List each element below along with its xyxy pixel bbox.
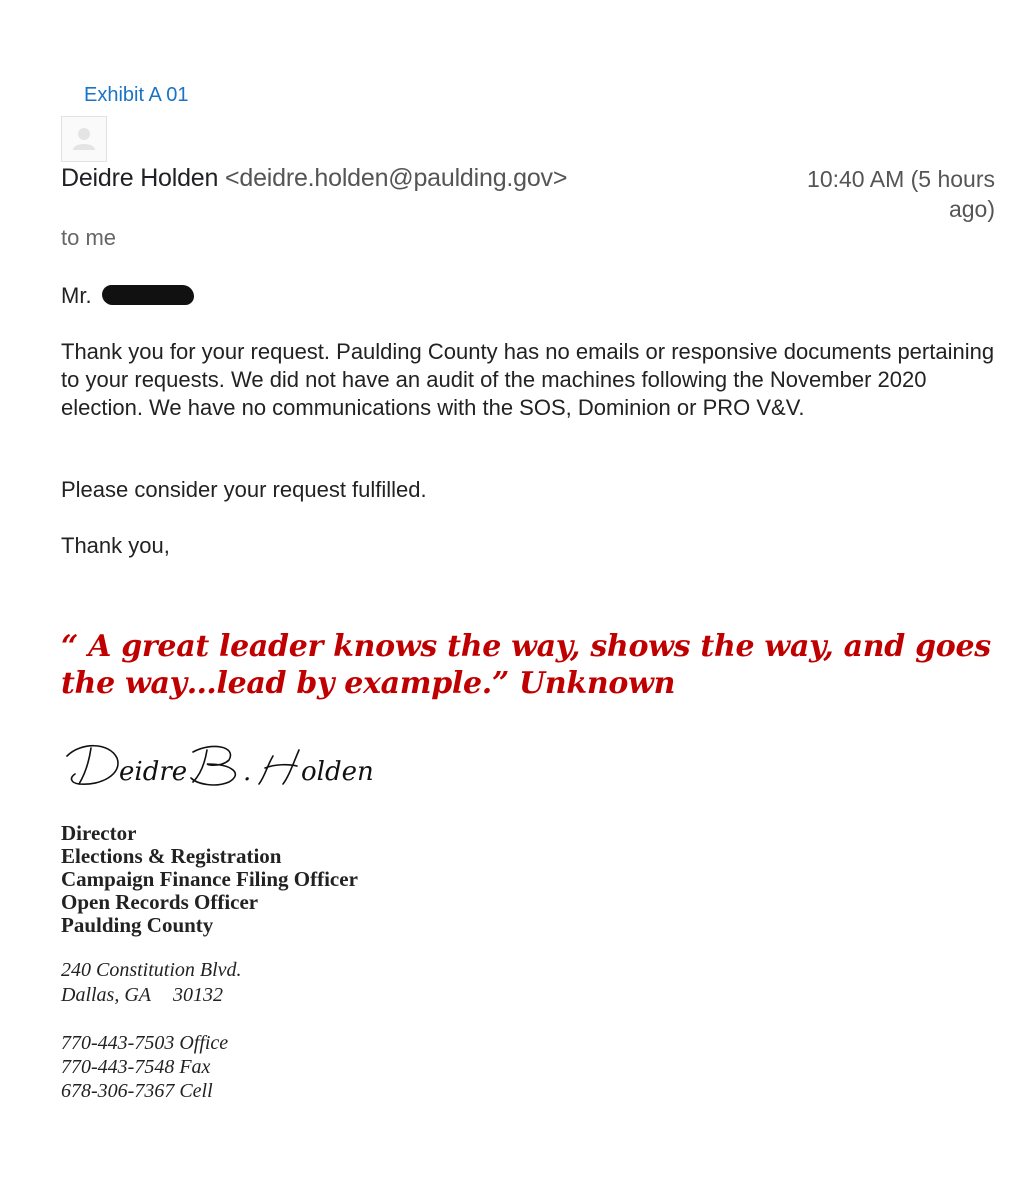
salutation-text: Mr.	[61, 283, 92, 308]
signature-phones	[61, 1031, 228, 1103]
svg-text:olden: olden	[301, 757, 374, 787]
email-timestamp: 10:40 AM (5 hours ago)	[807, 166, 995, 222]
title-line: Elections & Registration	[61, 844, 282, 868]
signature-quote: “ A great leader knows the way, shows the way, and goes the way…lead by example.” Unknown	[61, 629, 991, 701]
body-paragraph: Please consider your request fulfilled.	[61, 477, 427, 502]
zip-code: 30132	[173, 984, 223, 1006]
signature-address	[61, 958, 242, 1008]
sender-name[interactable]: Deidre Holden	[61, 164, 219, 192]
sender-line	[61, 164, 567, 193]
body-paragraph: Thank you for your request. Paulding County has no emails or responsive documents pertaining to your requests. We did not have an audit of the machines following the November 2020 election. We have no communications with the SOS, Dominion or PRO V&V.	[61, 339, 995, 420]
redaction-mark	[102, 285, 194, 305]
title-line: Director	[61, 821, 137, 845]
phone-line[interactable]: 770-443-7503 Office	[61, 1032, 229, 1054]
svg-text:eidre: eidre	[119, 757, 188, 787]
city-state: Dallas, GA	[61, 984, 151, 1006]
sender-email[interactable]: <deidre.holden@paulding.gov>	[224, 164, 568, 192]
handwritten-signature	[61, 734, 391, 798]
title-line: Open Records Officer	[61, 890, 259, 914]
title-line: Paulding County	[61, 913, 214, 937]
phone-line[interactable]: 770-443-7548 Fax	[61, 1056, 211, 1078]
recipient-label[interactable]: to me	[61, 225, 117, 250]
address-line: 240 Constitution Blvd.	[61, 959, 242, 981]
phone-line[interactable]: 678-306-7367 Cell	[61, 1080, 213, 1102]
signature-titles	[61, 822, 358, 937]
title-line: Campaign Finance Filing Officer	[61, 867, 358, 891]
svg-text:.: .	[243, 757, 252, 787]
exhibit-link[interactable]: Exhibit A 01	[84, 84, 189, 106]
sender-avatar-icon[interactable]	[61, 116, 107, 162]
city-state-zip	[61, 983, 242, 1008]
salutation	[61, 282, 1001, 310]
closing-line: Thank you,	[61, 533, 170, 558]
